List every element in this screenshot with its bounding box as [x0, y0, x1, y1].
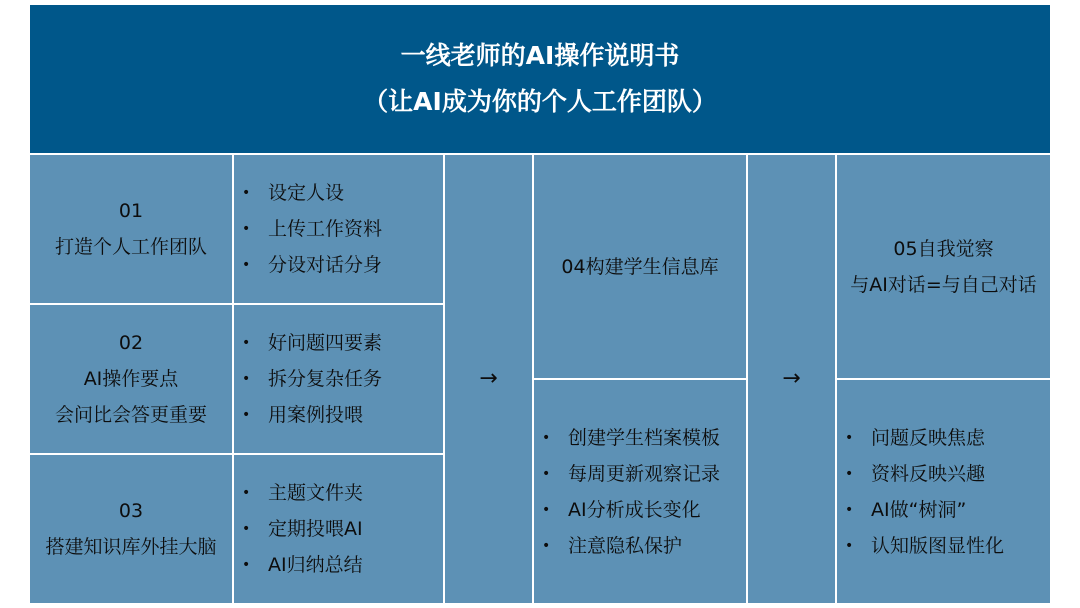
step-02-bullets-cell	[234, 305, 443, 453]
bullet-text: 好问题四要素	[268, 332, 383, 354]
arrow-right-icon: →	[479, 366, 498, 391]
diagram-frame	[30, 5, 1050, 603]
bullet-icon: •	[242, 557, 251, 573]
step-02-title: AI操作要点	[83, 368, 179, 390]
step-01-number: 01	[118, 200, 144, 222]
arrow-right-icon: →	[782, 366, 801, 391]
step-05-title-cell	[837, 155, 1050, 378]
step-03-title-cell	[30, 455, 232, 603]
list-item	[845, 420, 1050, 456]
bullet-text: 定期投喂AI	[268, 518, 363, 540]
bullet-icon: •	[242, 407, 251, 423]
step-05-subtitle: 与AI对话=与自己对话	[850, 273, 1037, 296]
bullet-text: 拆分复杂任务	[268, 368, 383, 390]
bullet-text: 注意隐私保护	[568, 534, 683, 557]
bullet-icon: •	[542, 465, 551, 482]
list-item	[845, 492, 1050, 528]
bullet-icon: •	[242, 485, 251, 501]
bullet-text: 设定人设	[268, 182, 345, 204]
step-05-bullets-cell	[837, 380, 1050, 603]
step-01-title-cell	[30, 155, 232, 303]
list-item	[542, 420, 746, 456]
arrow-cell-2	[748, 155, 835, 603]
bullet-text: 创建学生档案模板	[568, 426, 721, 449]
step-04-title-cell	[534, 155, 746, 378]
step-03-number: 03	[118, 500, 144, 522]
list-item	[542, 528, 746, 564]
bullet-text: 上传工作资料	[268, 218, 383, 240]
list-item	[242, 361, 443, 397]
step-05-title: 05自我觉察	[893, 237, 994, 260]
step-03-title: 搭建知识库外挂大脑	[45, 536, 217, 558]
bullet-text: 每周更新观察记录	[568, 462, 721, 485]
list-item	[242, 325, 443, 361]
bullet-icon: •	[542, 501, 551, 518]
list-item	[845, 456, 1050, 492]
step-04-bullets-cell	[534, 380, 746, 603]
step-01-title: 打造个人工作团队	[54, 236, 207, 258]
bullet-text: 认知版图显性化	[871, 534, 1005, 557]
bullet-icon: •	[845, 537, 854, 554]
bullet-icon: •	[542, 537, 551, 554]
list-item	[242, 397, 443, 433]
bullet-text: 主题文件夹	[268, 482, 364, 504]
bullet-text: 用案例投喂	[268, 404, 364, 426]
arrow-cell-1	[445, 155, 532, 603]
bullet-icon: •	[242, 185, 251, 201]
list-item	[845, 528, 1050, 564]
bullet-text: AI归纳总结	[268, 554, 363, 576]
step-02-number: 02	[118, 332, 144, 354]
list-item	[242, 175, 443, 211]
bullet-icon: •	[845, 501, 854, 518]
step-02-subtitle: 会问比会答更重要	[54, 404, 207, 426]
page-subtitle: （让AI成为你的个人工作团队）	[363, 87, 717, 116]
bullet-icon: •	[845, 429, 854, 446]
bullet-text: AI做“树洞”	[871, 498, 967, 521]
list-item	[542, 456, 746, 492]
page-title: 一线老师的AI操作说明书	[400, 41, 680, 70]
bullet-text: AI分析成长变化	[568, 498, 701, 521]
step-04-title: 04构建学生信息库	[561, 255, 719, 278]
bullet-icon: •	[242, 371, 251, 387]
bullet-text: 问题反映焦虑	[871, 426, 986, 449]
bullet-icon: •	[242, 335, 251, 351]
step-03-bullets-cell	[234, 455, 443, 603]
list-item	[242, 511, 443, 547]
bullet-icon: •	[242, 221, 251, 237]
list-item	[242, 211, 443, 247]
step-01-bullets-cell	[234, 155, 443, 303]
list-item	[542, 492, 746, 528]
list-item	[242, 547, 443, 583]
bullet-text: 分设对话分身	[268, 254, 383, 276]
list-item	[242, 475, 443, 511]
header-banner	[30, 5, 1050, 153]
bullet-text: 资料反映兴趣	[871, 462, 986, 485]
bullet-icon: •	[845, 465, 854, 482]
step-02-title-cell	[30, 305, 232, 453]
bullet-icon: •	[242, 257, 251, 273]
bullet-icon: •	[542, 429, 551, 446]
list-item	[242, 247, 443, 283]
bullet-icon: •	[242, 521, 251, 537]
